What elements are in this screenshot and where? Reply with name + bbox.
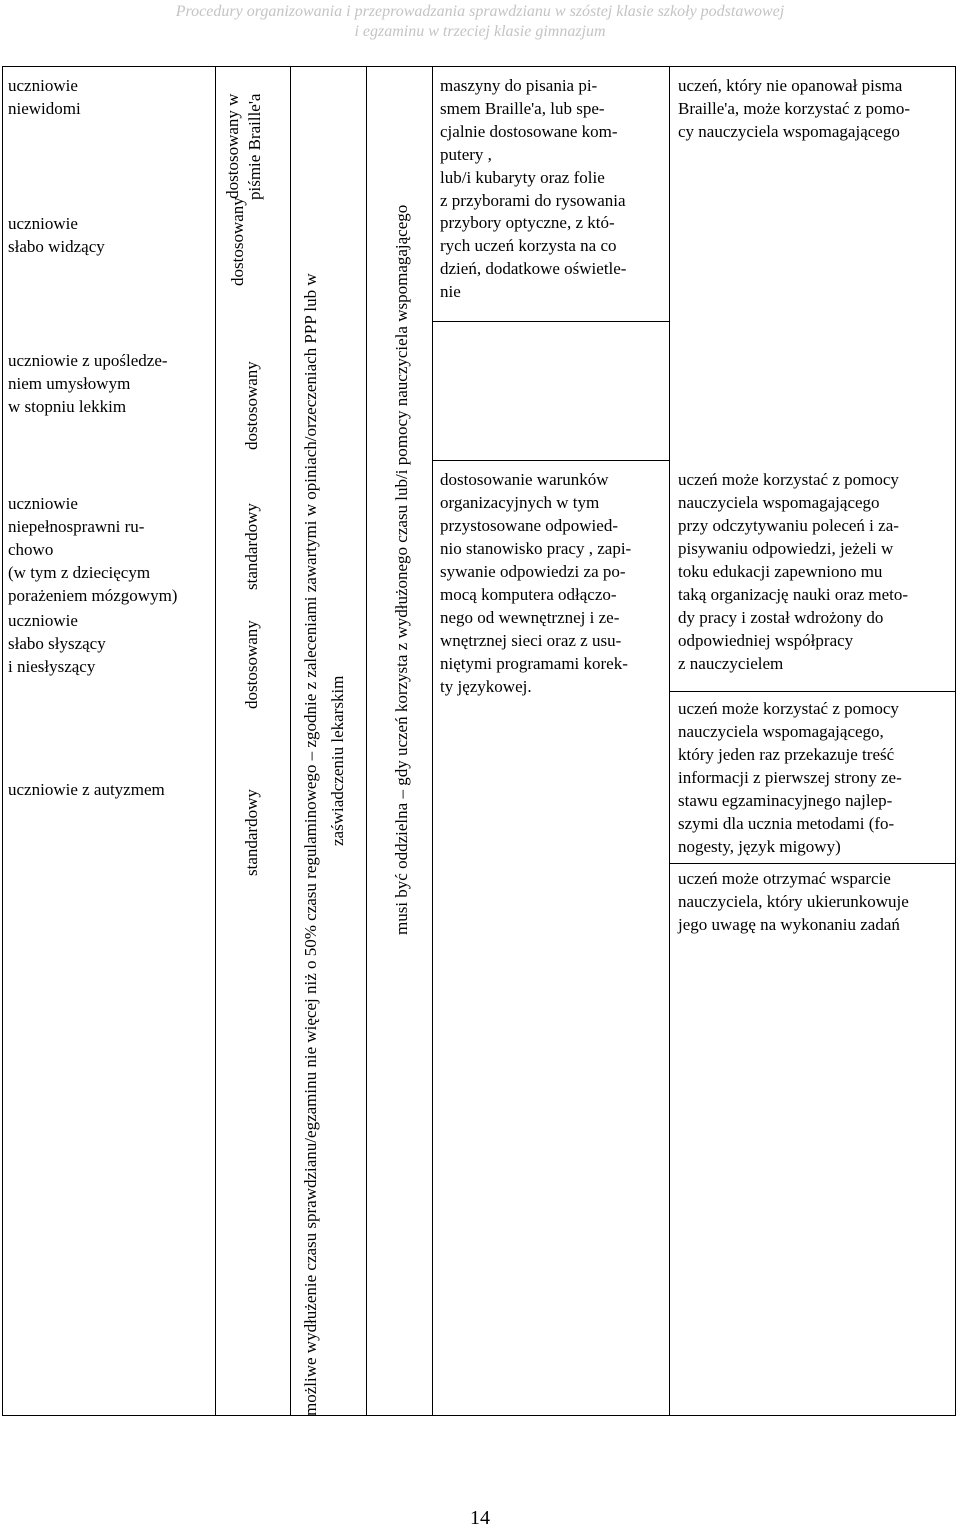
- form-low-vision: dostosowany: [228, 197, 247, 286]
- form-blind: dostosowany w piśmie Braille'a: [223, 93, 264, 200]
- row-label-blind: uczniowie niewidomi: [8, 76, 81, 118]
- form-autism: standardowy: [242, 789, 261, 876]
- form-intellectual-disability: dostosowany: [242, 361, 261, 450]
- aids-motor: dostosowanie warunków organizacyjnych w tym przystosowane odpowied- nio stanowisko pracy , zapi- sywanie odpowiedzi za po- mocą komputera odłączo- nego od wewnętrznej i ze- wnętrznej sieci oraz z usu- niętymi programami korek- ty językowej.: [440, 470, 632, 696]
- separate-room-note: musi być oddzielna – gdy uczeń korzysta z wydłużonego czasu lub/i pomocy nauczyciela wspomagającego: [392, 204, 411, 935]
- running-header-line-2: i egzaminu w trzeciej klasie gimnazjum: [354, 23, 606, 40]
- time-extension-note-cont: zaświadczeniu lekarskim: [328, 675, 347, 846]
- support-hearing: uczeń może korzystać z pomocy nauczyciela wspomagającego, który jeden raz przekazuje treść informacji z pierwszej strony ze- stawu egzaminacyjnego najlep- szymi dla ucznia metodami (fo- nogesty, język migowy): [678, 699, 902, 856]
- aids-low-vision: przybory optyczne, z któ- rych uczeń korzysta na co dzień, dodatkowe oświetle- nie: [440, 213, 627, 301]
- time-extension-note: możliwe wydłużenie czasu sprawdzianu/egzaminu nie więcej niż o 50% czasu regulaminowego – zgodnie z zaleceniami zawartymi w opiniach/orzeczeniach PPP lub w: [301, 273, 320, 1416]
- row-label-hearing: uczniowie słabo słyszący i niesłyszący: [8, 611, 106, 676]
- page-number: 14: [470, 1507, 490, 1529]
- running-header-line-1: Procedury organizowania i przeprowadzania sprawdzianu w szóstej klasie szkoły podstawowej: [175, 3, 785, 20]
- form-hearing: dostosowany: [242, 620, 261, 709]
- support-autism: uczeń może otrzymać wsparcie nauczyciela, który ukierunkowuje jego uwagę na wykonaniu zadań: [678, 869, 909, 934]
- aids-blind: maszyny do pisania pi- smem Braille'a, lub spe- cjalnie dostosowane kom- putery , lub/i kubaryty oraz folie z przyborami do rysowania: [440, 76, 626, 210]
- row-label-motor-disability: uczniowie niepełnosprawni ru- chowo (w tym z dziecięcym porażeniem mózgowym): [8, 494, 178, 605]
- row-label-autism: uczniowie z autyzmem: [8, 780, 165, 799]
- support-motor: uczeń może korzystać z pomocy nauczyciela wspomagającego przy odczytywaniu poleceń i za- pisywaniu odpowiedzi, jeżeli w toku edukacji zapewniono mu taką organizację nauki oraz meto- dy pracy i został wdrożony do odpowiedniej współpracy z nauczycielem: [678, 470, 909, 673]
- row-label-intellectual-disability: uczniowie z upośledze- niem umysłowym w stopniu lekkim: [8, 351, 168, 416]
- form-motor-disability: standardowy: [242, 503, 261, 590]
- row-label-low-vision: uczniowie słabo widzący: [8, 214, 105, 256]
- support-blind: uczeń, który nie opanował pisma Braille'a, może korzystać z pomo- cy nauczyciela wspomagającego: [678, 76, 910, 141]
